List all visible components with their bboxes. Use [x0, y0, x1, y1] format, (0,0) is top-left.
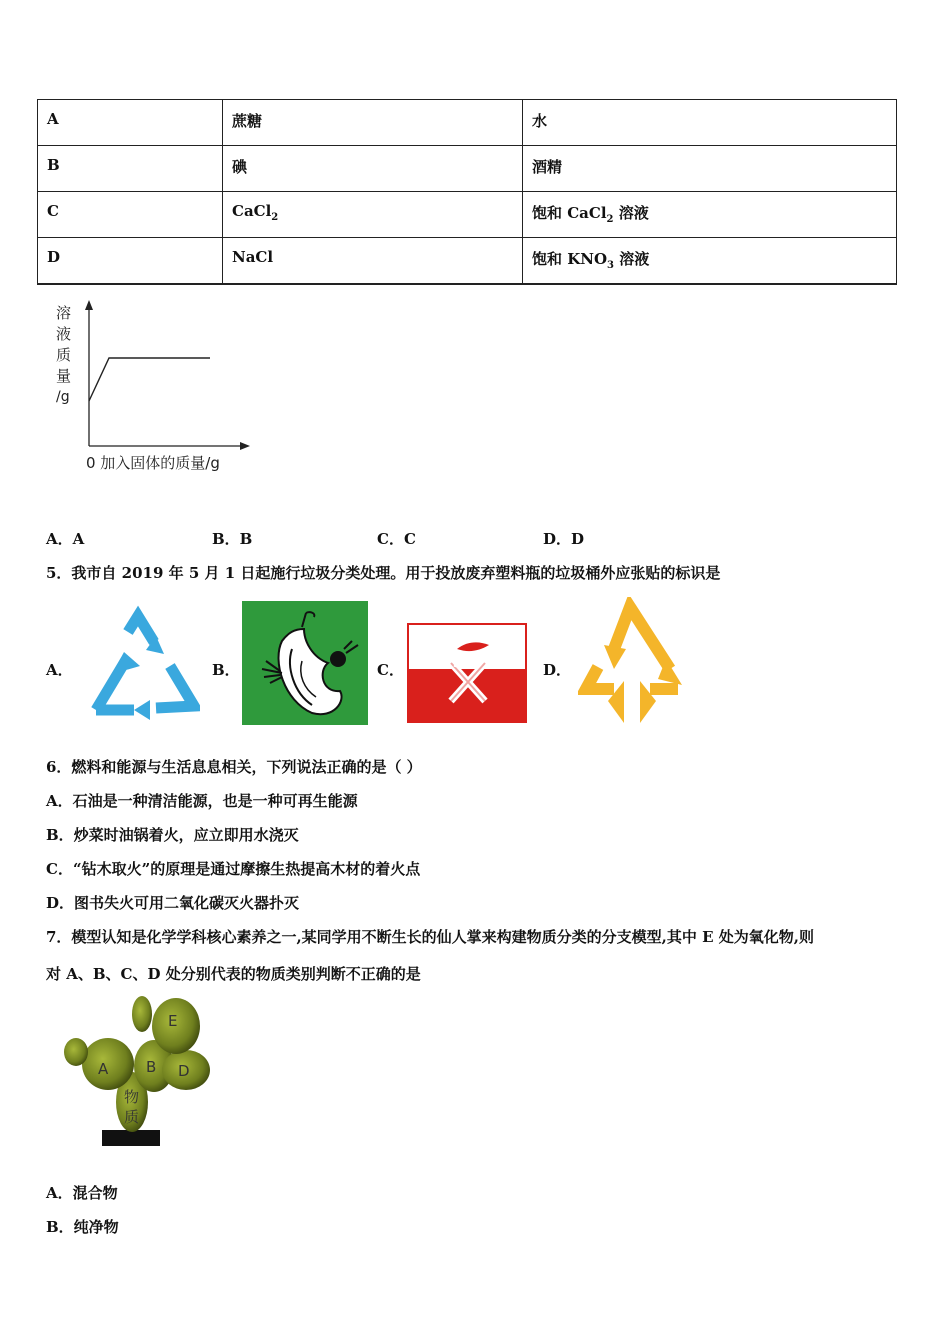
- q6-option-b[interactable]: B．炒菜时油锅着火，应立即用水浇灭: [46, 826, 299, 844]
- recycle-blue-icon[interactable]: [76, 602, 200, 726]
- q6-option-c[interactable]: C．“钻木取火”的原理是通过摩擦生热提高木材的着火点: [46, 860, 421, 878]
- graph-xlabel: 0 加入固体的质量/g: [86, 454, 220, 472]
- cactus-classification-model: [58, 994, 218, 1150]
- row-solvent: 饱和 $KNO_3$ 溶液: [523, 238, 897, 284]
- q6-option-d[interactable]: D．图书失火可用二氧化碳灭火器扑灭: [46, 894, 300, 912]
- table-row: [38, 192, 897, 238]
- q7-stem-line1: 7．模型认知是化学学科核心素养之一,某同学用不断生长的仙人掌来构建物质分类的分支模型,其中 E 处为氧化物,则: [46, 928, 814, 946]
- hazardous-waste-icon[interactable]: [407, 623, 527, 723]
- solution-mass-graph: [80, 298, 260, 458]
- choice-d[interactable]: D．D: [543, 530, 585, 548]
- row-solute: 碘: [223, 146, 523, 192]
- row-letter: D: [38, 238, 223, 284]
- row-solvent: 饱和 CaCl$_2$ 溶液: [523, 192, 897, 238]
- q5-label-c[interactable]: C．: [377, 661, 404, 679]
- cactus-label-e: E: [168, 1012, 178, 1030]
- choice-c[interactable]: C．C: [377, 530, 416, 548]
- row-letter: C: [38, 192, 223, 238]
- graph-ylabel: 溶 液 质 量 /g: [56, 304, 72, 405]
- cactus-label-base1: 物: [124, 1088, 140, 1106]
- recycle-orange-icon[interactable]: [578, 597, 688, 725]
- q6-option-a[interactable]: A．石油是一种清洁能源，也是一种可再生能源: [46, 792, 358, 810]
- food-waste-icon[interactable]: [242, 601, 368, 725]
- table-row: [38, 146, 897, 192]
- cactus-label-b: B: [146, 1058, 157, 1076]
- row-letter: B: [38, 146, 223, 192]
- choice-b[interactable]: B．B: [212, 530, 253, 548]
- options-table: [37, 99, 897, 285]
- row-solute: 蔗糖: [223, 100, 523, 146]
- q7-stem-line2: 对 A、B、C、D 处分别代表的物质类别判断不正确的是: [46, 965, 421, 983]
- row-solvent: 酒精: [523, 146, 897, 192]
- q5-label-d[interactable]: D．: [543, 661, 572, 679]
- cactus-label-a: A: [98, 1060, 109, 1078]
- q6-stem: 6．燃料和能源与生活息息相关，下列说法正确的是（ ）: [46, 758, 422, 776]
- cactus-label-base2: 质: [124, 1108, 140, 1126]
- q7-option-b[interactable]: B．纯净物: [46, 1218, 119, 1236]
- q5-label-a[interactable]: A．: [46, 661, 73, 679]
- table-row: [38, 238, 897, 284]
- cactus-label-d: D: [178, 1062, 190, 1080]
- q5-stem: 5．我市自 2019 年 5 月 1 日起施行垃圾分类处理。用于投放废弃塑料瓶的垃圾桶外应张贴的标识是: [46, 564, 721, 582]
- row-solute: CaCl$_2$: [223, 192, 523, 238]
- q7-option-a[interactable]: A．混合物: [46, 1184, 118, 1202]
- choice-a[interactable]: A．A: [46, 530, 85, 548]
- row-letter: A: [38, 100, 223, 146]
- row-solvent: 水: [523, 100, 897, 146]
- table-row: [38, 100, 897, 146]
- row-solute: NaCl: [223, 238, 523, 284]
- q5-label-b[interactable]: B．: [212, 661, 240, 679]
